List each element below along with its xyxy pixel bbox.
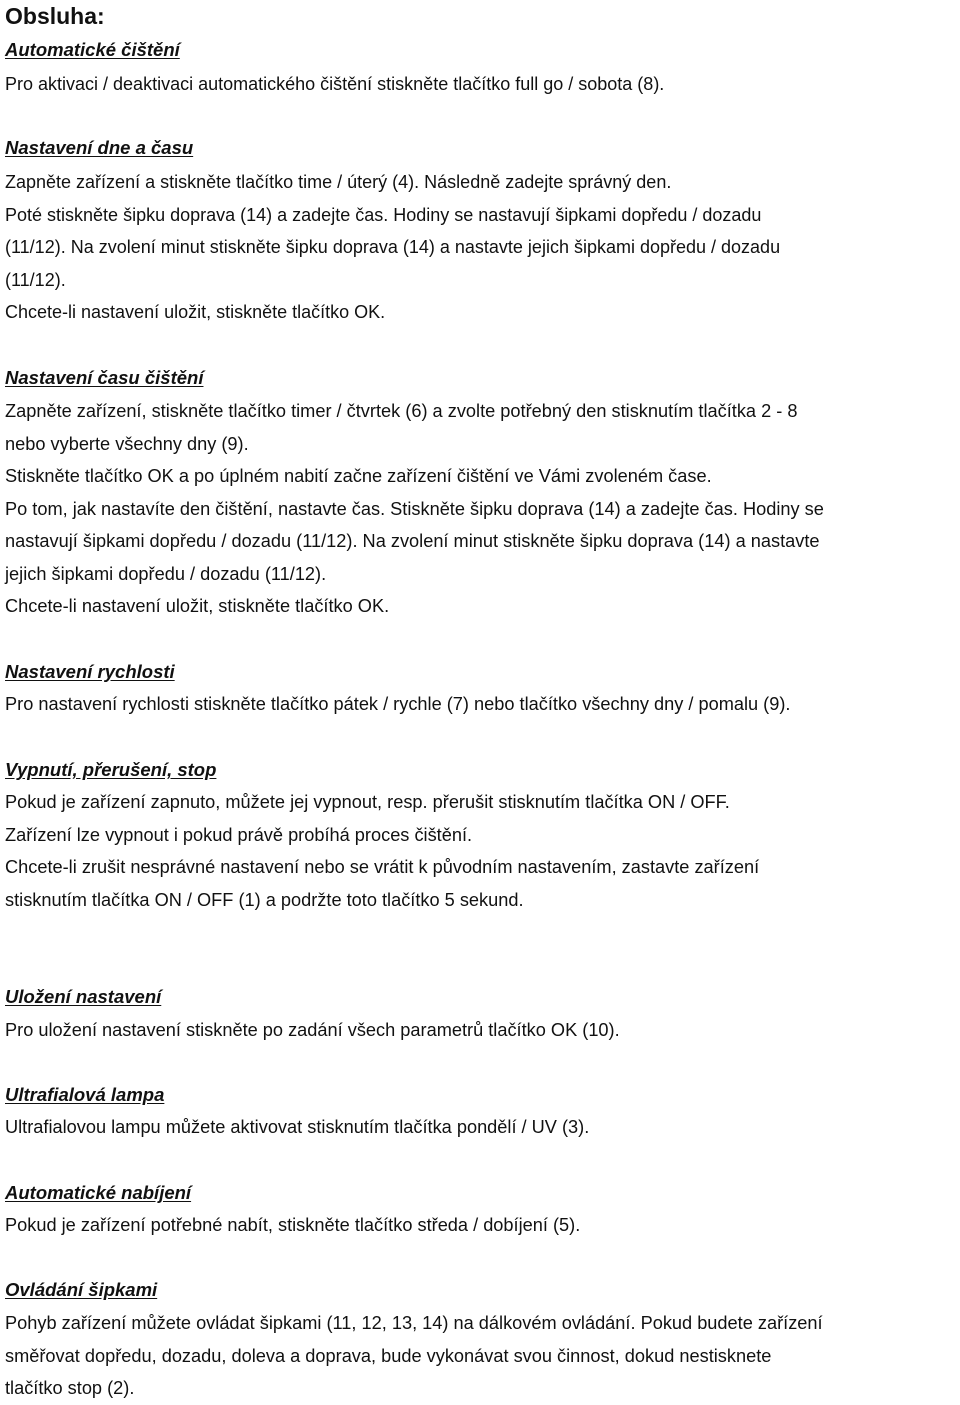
text-line: tlačítko stop (2). [5,1378,135,1398]
text-line: (11/12). Na zvolení minut stiskněte šipku doprava (14) a nastavte jejich šipkami dopředu / dozadu [5,237,781,257]
text-line: Pokud je zařízení zapnuto, můžete jej vypnout, resp. přerušit stisknutím tlačítka ON / OFF. [5,792,730,812]
text-line: Ultrafialovou lampu můžete aktivovat stisknutím tlačítka pondělí / UV (3). [5,1117,590,1137]
section-body-arrow-control [5,1307,953,1405]
text-line: Zařízení lze vypnout i pokud právě probíhá proces čištění. [5,824,473,845]
text-line: (11/12). [5,269,66,290]
section-body-automatic-cleaning [5,68,953,101]
text-line: Poté stiskněte šipku doprava (14) a zadejte čas. Hodiny se nastavují šipkami dopředu / dozadu [5,204,762,225]
text-line: stisknutím tlačítka ON / OFF (1) a podržte toto tlačítko 5 sekund. [5,889,524,910]
section-body-stop [5,786,953,916]
section-heading-auto-charging: Automatické nabíjení [5,1182,192,1203]
text-line: nastavují šipkami dopředu / dozadu (11/12). Na zvolení minut stiskněte šipku doprava (14) a nastavte [5,531,820,551]
text-line: Po tom, jak nastavíte den čištění, nastavte čas. Stiskněte šipku doprava (14) a zadejte čas. Hodiny se [5,498,824,519]
text-line: Stiskněte tlačítko OK a po úplném nabití začne zařízení čištění ve Vámi zvoleném čase. [5,466,712,486]
section-heading-save: Uložení nastavení [5,986,162,1007]
section-heading-stop: Vypnutí, přerušení, stop [5,759,217,780]
text-line: Pro nastavení rychlosti stiskněte tlačítko pátek / rychle (7) nebo tlačítko všechny dny / pomalu (9). [5,694,791,714]
section-heading-uv-lamp: Ultrafialová lampa [5,1084,165,1105]
section-heading-automatic-cleaning: Automatické čištění [5,39,180,60]
section-heading-arrow-control: Ovládání šipkami [5,1279,158,1300]
page-title: Obsluha: [5,3,105,29]
section-body-cleaning-time [5,395,953,623]
text-line: Zapněte zařízení, stiskněte tlačítko timer / čtvrtek (6) a zvolte potřebný den stisknutím tlačítka 2 - 8 [5,401,798,421]
section-body-speed [5,688,953,721]
text-line: Pokud je zařízení potřebné nabít, stiskněte tlačítko středa / dobíjení (5). [5,1215,581,1235]
section-body-auto-charging [5,1209,953,1242]
section-heading-cleaning-time: Nastavení času čištění [5,367,204,388]
text-line: Pro aktivaci / deaktivaci automatického čištění stiskněte tlačítko full go / sobota (8). [5,74,665,94]
section-body-day-time [5,166,953,329]
section-body-uv-lamp [5,1111,953,1144]
text-line: Chcete-li zrušit nesprávné nastavení nebo se vrátit k původním nastavením, zastavte zařízení [5,857,760,877]
text-line: Pro uložení nastavení stiskněte po zadání všech parametrů tlačítko OK (10). [5,1020,620,1040]
text-line: nebo vyberte všechny dny (9). [5,433,249,454]
section-heading-speed: Nastavení rychlosti [5,661,175,682]
section-body-save [5,1014,953,1047]
text-line: Zapněte zařízení a stiskněte tlačítko time / úterý (4). Následně zadejte správný den. [5,172,672,192]
section-heading-day-time: Nastavení dne a času [5,137,194,158]
text-line: Chcete-li nastavení uložit, stiskněte tlačítko OK. [5,302,386,322]
text-line: Chcete-li nastavení uložit, stiskněte tlačítko OK. [5,596,390,616]
text-line: Pohyb zařízení můžete ovládat šipkami (11, 12, 13, 14) na dálkovém ovládání. Pokud budete zařízení [5,1313,823,1333]
text-line: jejich šipkami dopředu / dozadu (11/12). [5,563,327,584]
text-line: směřovat dopředu, dozadu, doleva a doprava, bude vykonávat svou činnost, dokud nestisknete [5,1345,772,1366]
